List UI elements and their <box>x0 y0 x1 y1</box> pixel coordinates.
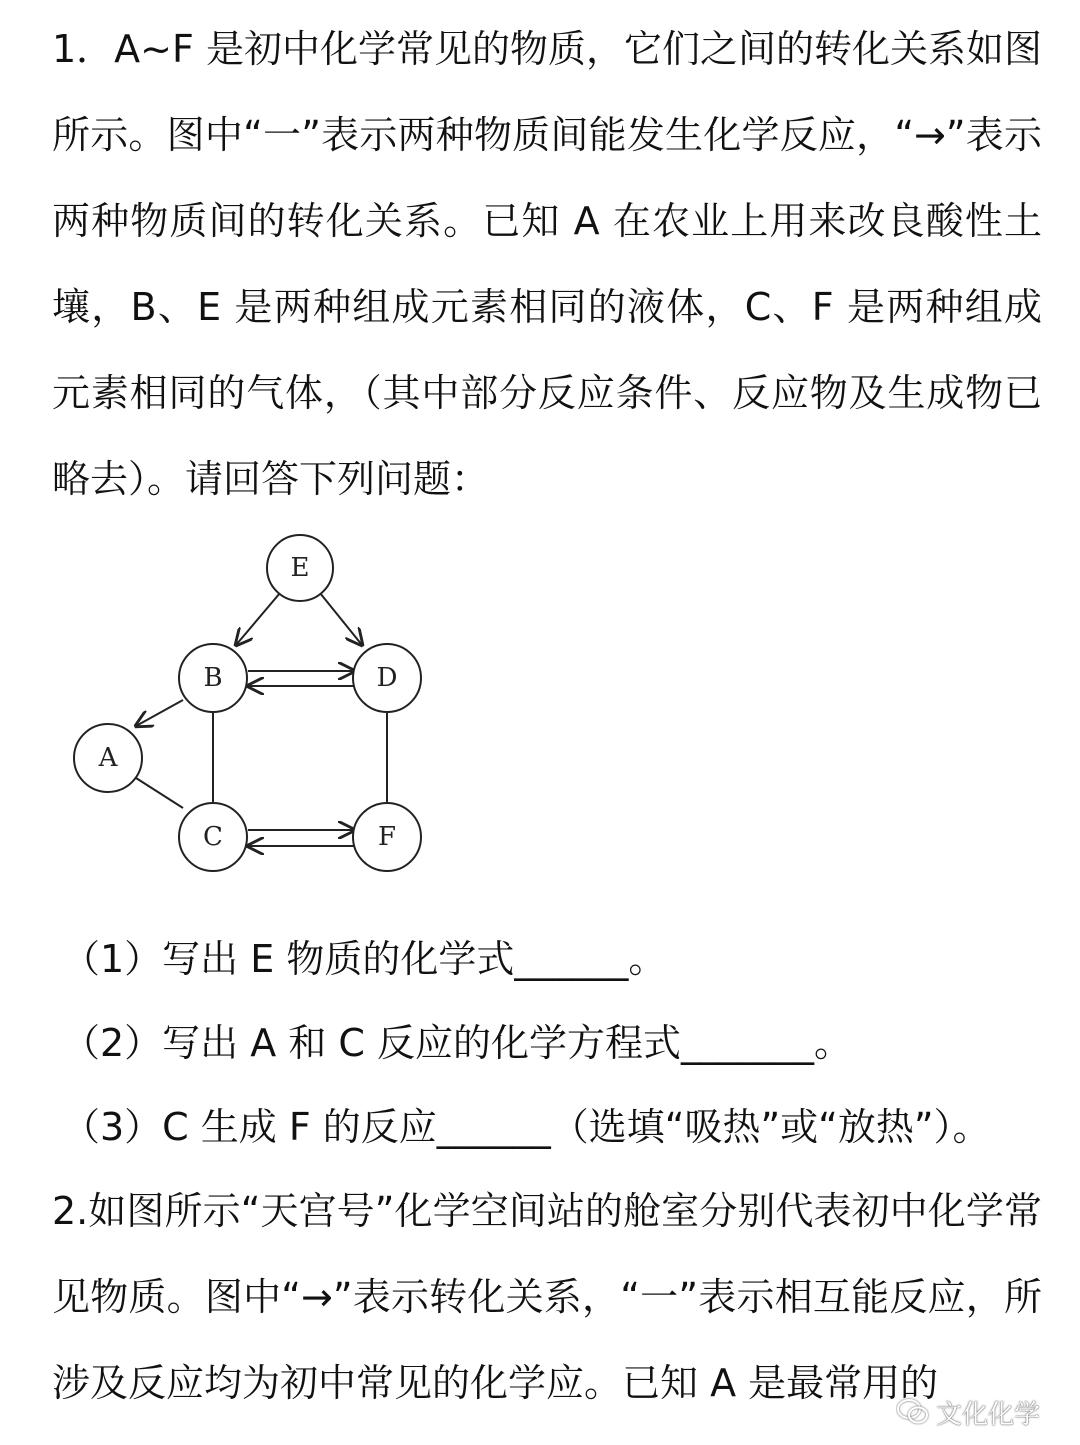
question-2-stem: 2.如图所示“天宫号”化学空间站的舱室分别代表初中化学常见物质。图中“→”表示转化关系，“一”表示相互能反应，所涉及反应均为初中常见的化学应。已知 A 是最常用的 <box>52 1189 1042 1405</box>
watermark <box>896 1392 1040 1432</box>
edge-e-to-b <box>236 593 280 645</box>
edge-a-c <box>136 778 183 808</box>
reaction-diagram <box>60 530 440 890</box>
node-d-label: D <box>376 663 398 693</box>
reaction-diagram-svg <box>60 530 440 890</box>
node-c-label: C <box>203 822 223 852</box>
node-b-label: B <box>203 663 223 693</box>
node-f-label: F <box>377 822 397 852</box>
question-1-stem: 1．A~F 是初中化学常见的物质，它们之间的转化关系如图所示。图中“一”表示两种物质间能发生化学反应，“→”表示两种物质间的转化关系。已知 A 在农业上用来改良酸性土壤，B、E 是两种组成元素相同的液体，C、F 是两种组成元素相同的气体，（其中部分反应条件、反应物及生成物已略去）。请回答下列问题： <box>52 27 1042 501</box>
wechat-icon <box>896 1397 930 1427</box>
edge-e-to-d <box>320 593 362 645</box>
node-e-label: E <box>290 553 310 583</box>
question-1-sub-1: （1）写出 E 物质的化学式______。 <box>62 937 667 981</box>
watermark-text: 文化化学 <box>935 1399 1040 1430</box>
edge-b-to-a <box>136 700 183 726</box>
node-a-label: A <box>98 743 118 773</box>
question-1-sub-3: （3）C 生成 F 的反应______（选填“吸热”或“放热”）。 <box>62 1105 991 1149</box>
question-1-sub-2: （2）写出 A 和 C 反应的化学方程式_______。 <box>62 1021 853 1065</box>
